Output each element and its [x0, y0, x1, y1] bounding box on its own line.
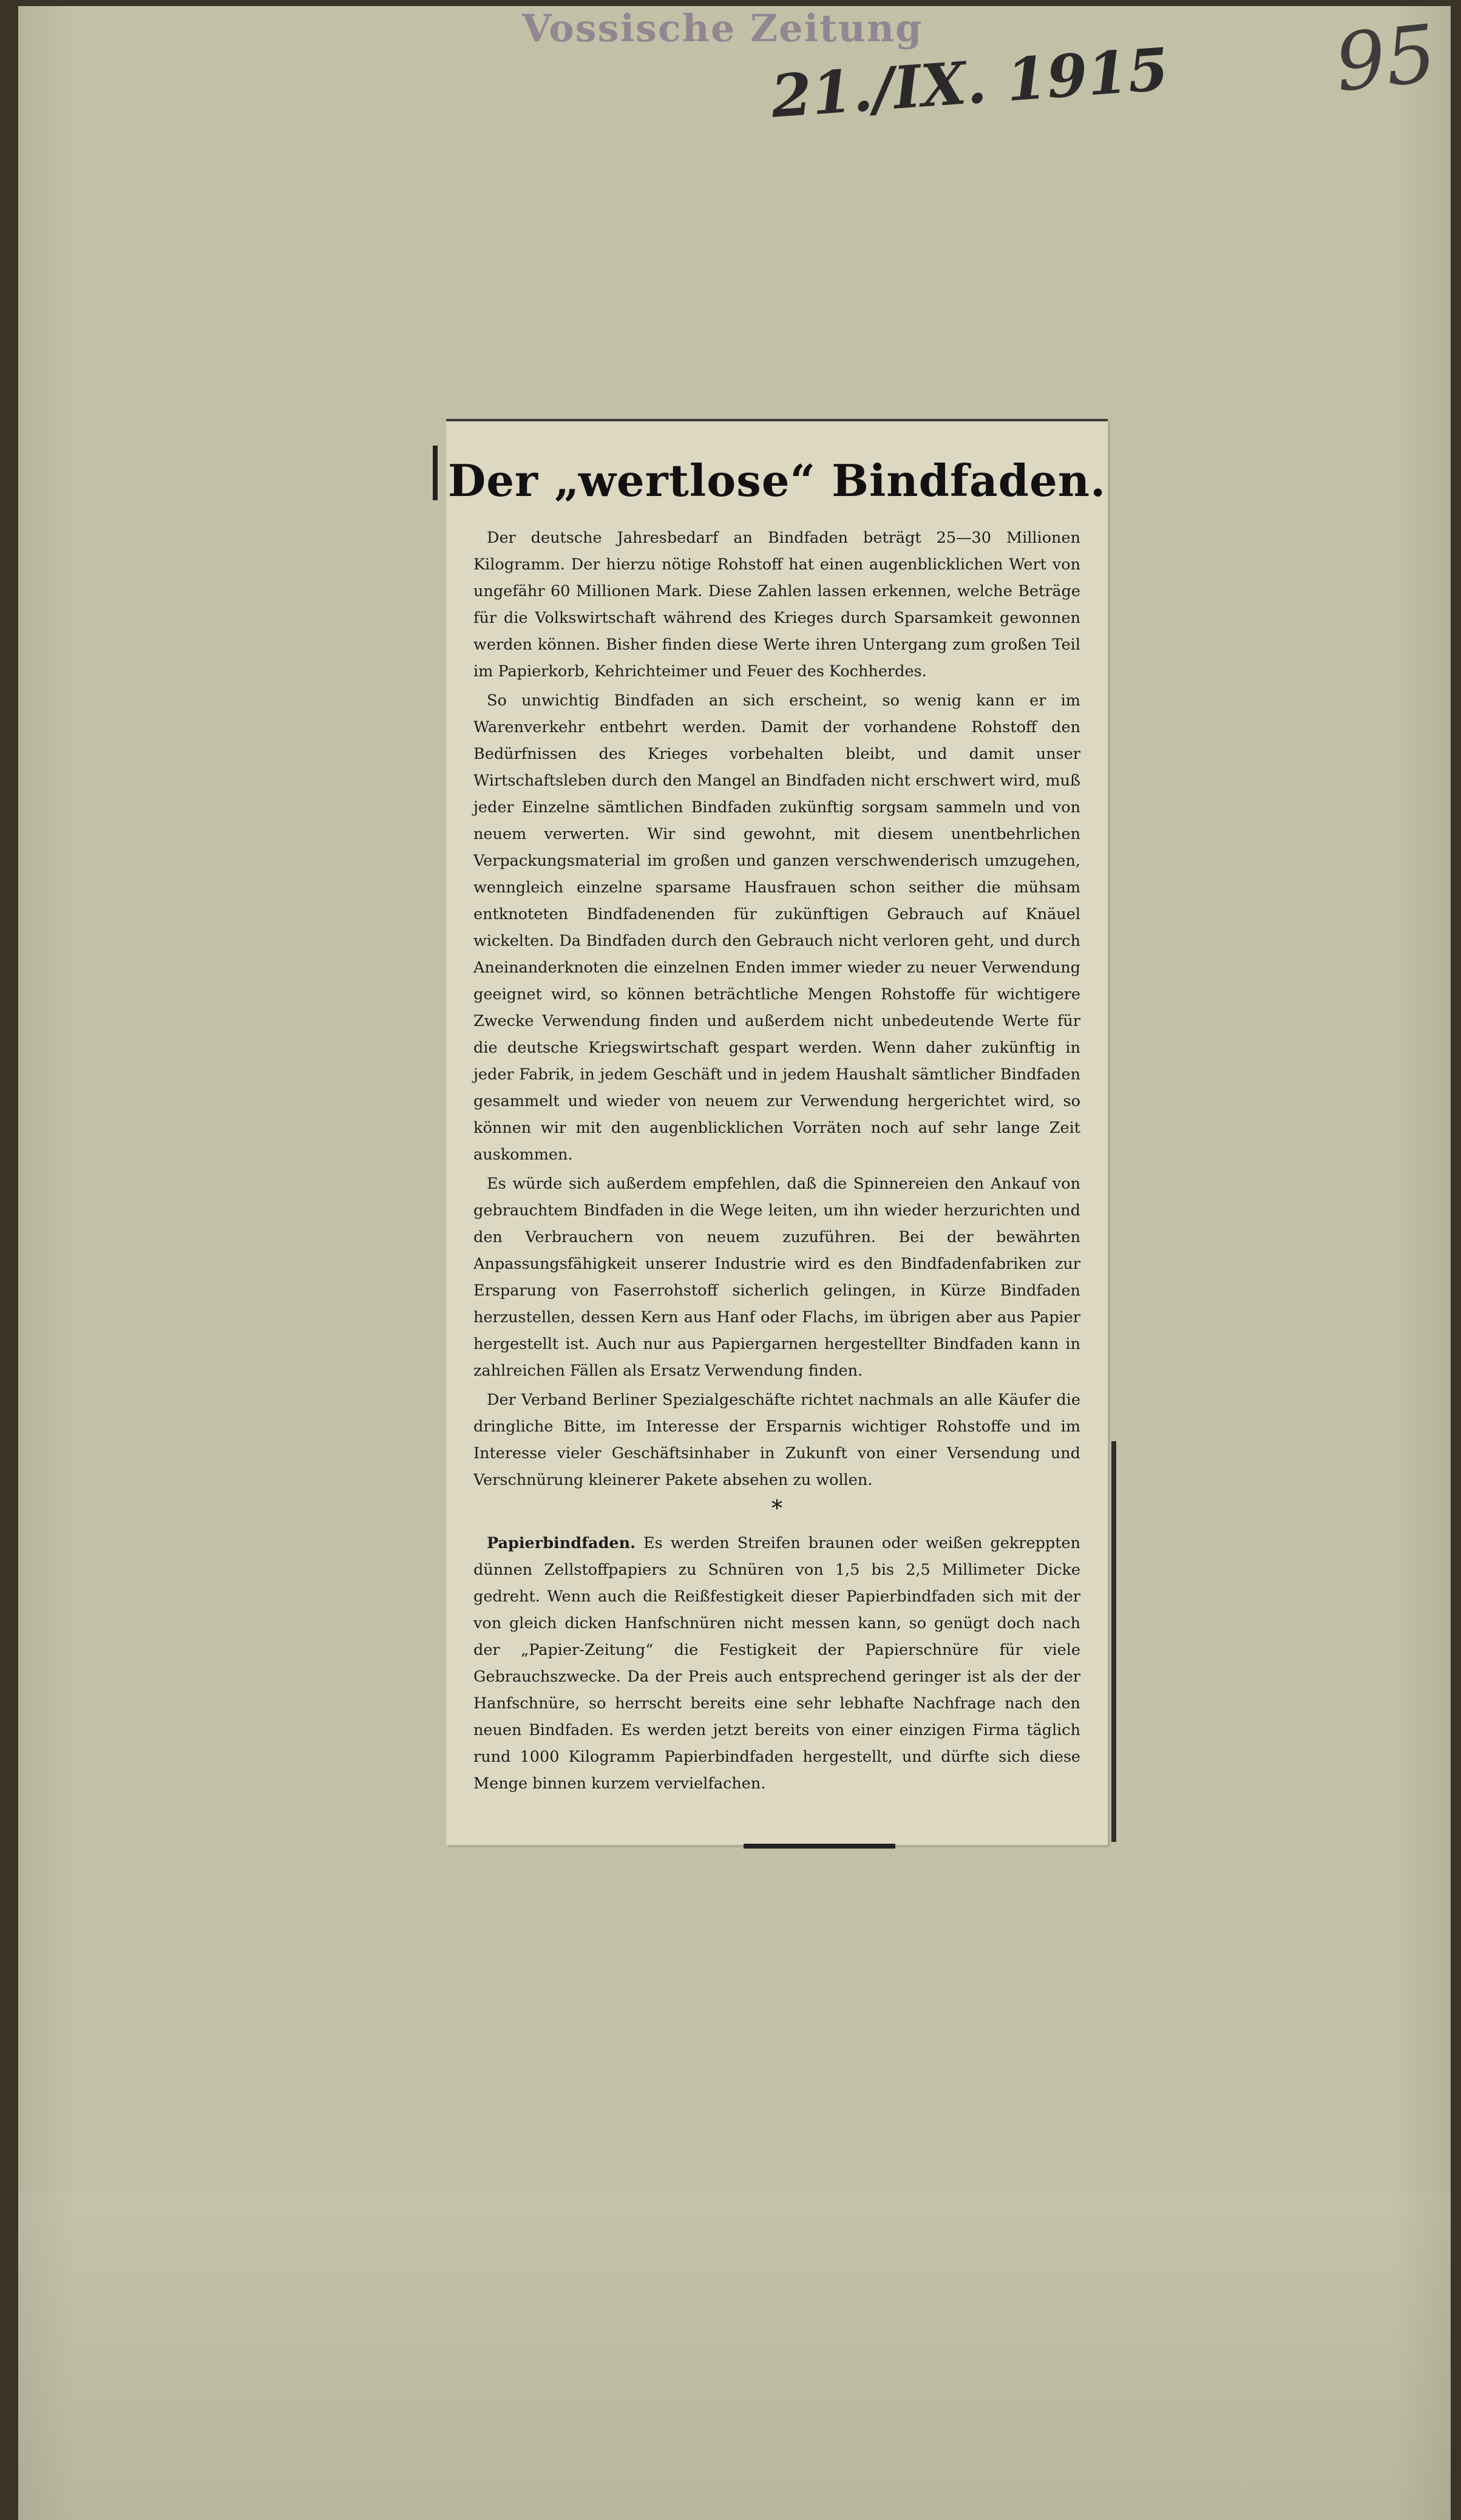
archive-sheet	[18, 6, 1451, 2520]
article-paragraph: Der Verband Berliner Spezialgeschäfte richtet nachmals an alle Käufer die dringliche Bitte, im Interesse der Ersparnis wichtiger Rohstoffe und im Interesse vieler Geschäftsinhaber in Zukunft von einer Versendung und Verschnürung kleinerer Pakete absehen zu wollen.	[473, 1391, 1080, 1489]
handwritten-page-number: 95	[1330, 7, 1440, 110]
clipping-bottom-rule	[744, 1844, 895, 1849]
section-divider: *	[771, 1496, 782, 1521]
note-title: Papierbindfaden.	[487, 1534, 636, 1552]
article-headline: Der „wertlose“ Bindfaden.	[447, 455, 1107, 506]
note-paragraph	[473, 1530, 1080, 1797]
article-paragraph: Es würde sich außerdem empfehlen, daß die Spinnereien den Ankauf von gebrauchtem Bindfaden in die Wege leiten, um ihn wieder herzurichten und den Verbrauchern von neuem zuzuführen. Bei der bewährten Anpassungsfähigkeit unserer Industrie wird es den Bindfadenfabriken zur Ersparung von Faserrohstoff sicherlich gelingen, in Kürze Bindfaden herzustellen, dessen Kern aus Hanf oder Flachs, im übrigen aber aus Papier hergestellt ist. Auch nur aus Papiergarnen hergestellter Bindfaden kann in zahlreichen Fällen als Ersatz Verwendung finden.	[473, 1175, 1080, 1380]
clipping-edge-mark	[1111, 1441, 1116, 1842]
clipping-edge-mark	[433, 446, 438, 500]
handwritten-date: 21./IX. 1915	[768, 35, 1171, 131]
newspaper-stamp: Vossische Zeitung	[522, 6, 923, 50]
sheet-fold	[18, 2192, 1451, 2520]
newspaper-clipping	[446, 419, 1108, 1845]
article-paragraph: So unwichtig Bindfaden an sich erscheint, so wenig kann er im Warenverkehr entbehrt werden. Damit der vorhandene Rohstoff den Bedürfnissen des Krieges vorbehalten bleibt, und damit unser Wirtschaftsleben durch den Mangel an Bindfaden nicht erschwert wird, muß jeder Einzelne sämtlichen Bindfaden zukünftig sorgsam sammeln und von neuem verwerten. Wir sind gewohnt, mit diesem unentbehrlichen Verpackungsmaterial im großen und ganzen verschwenderisch umzugehen, wenngleich einzelne sparsame Hausfrauen schon seither die mühsam entknoteten Bindfadenenden für zukünftigen Gebrauch auf Knäuel wickelten. Da Bindfaden durch den Gebrauch nicht verloren geht, und durch Aneinanderknoten die einzelnen Enden immer wieder zu neuer Verwendung geeignet wird, so können beträchtliche Mengen Rohstoffe für wichtigere Zwecke Verwendung finden und außerdem nicht unbedeutende Werte für die deutsche Kriegswirtschaft gespart werden. Wenn daher zukünftig in jeder Fabrik, in jedem Geschäft und in jedem Haushalt sämtlicher Bindfaden gesammelt und wieder von neuem zur Verwendung hergerichtet wird, so können wir mit den augenblicklichen Vorräten noch auf sehr lange Zeit auskommen.	[473, 691, 1080, 1164]
article-body	[473, 525, 1080, 1799]
note-text: Es werden Streifen braunen oder weißen gekreppten dünnen Zellstoffpapiers zu Schnüren von 1,5 bis 2,5 Millimeter Dicke gedreht. Wenn auch die Reißfestigkeit dieser Papierbindfaden sich mit der von gleich dicken Hanfschnüren nicht messen kann, so genügt doch nach der „Papier-Zeitung“ die Festigkeit der Papierschnüre für viele Gebrauchszwecke. Da der Preis auch entsprechend geringer ist als der der Hanfschnüre, so herrscht bereits eine sehr lebhafte Nachfrage nach den neuen Bindfaden. Es werden jetzt bereits von einer einzigen Firma täglich rund 1000 Kilogramm Papierbindfaden hergestellt, und dürfte sich diese Menge binnen kurzem vervielfachen.	[473, 1534, 1080, 1793]
article-paragraph: Der deutsche Jahresbedarf an Bindfaden beträgt 25—30 Millionen Kilogramm. Der hierzu nötige Rohstoff hat einen augenblicklichen Wert von ungefähr 60 Millionen Mark. Diese Zahlen lassen erkennen, welche Beträge für die Volkswirtschaft während des Krieges durch Sparsamkeit gewonnen werden können. Bisher finden diese Werte ihren Untergang zum großen Teil im Papierkorb, Kehrichteimer und Feuer des Kochherdes.	[473, 529, 1080, 681]
